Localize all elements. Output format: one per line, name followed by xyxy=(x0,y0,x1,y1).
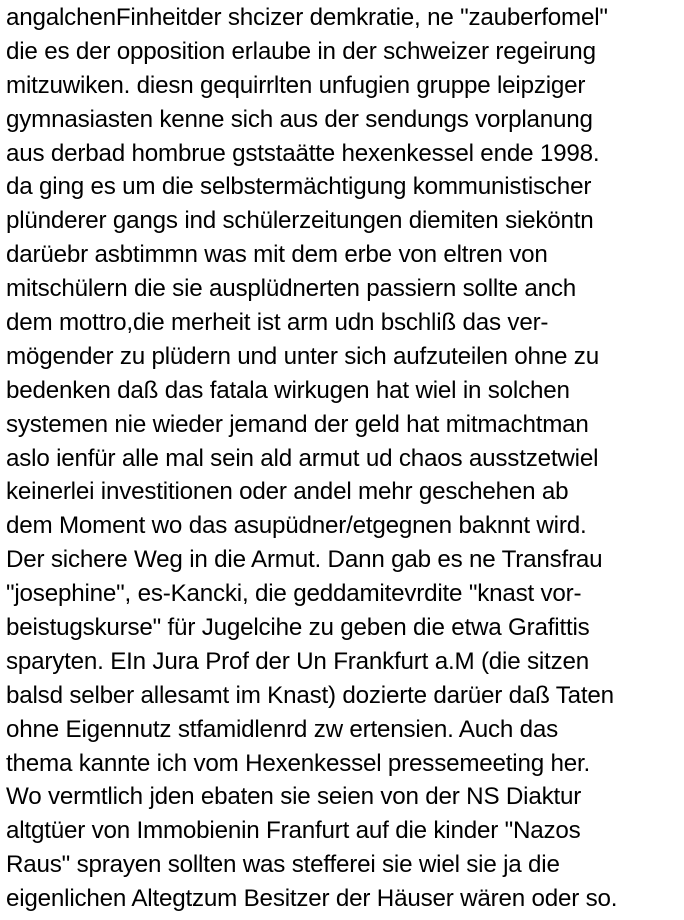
text-line-15: keinerlei investitionen oder andel mehr geschehen ab xyxy=(6,478,569,506)
text-line-18: "josephine", es-Kancki, die geddamitevrdite "knast vor- xyxy=(6,580,582,608)
text-line-4: gymnasiasten kenne sich aus der sendungs vorplanung xyxy=(6,105,593,133)
text-line-17: Der sichere Weg in die Armut. Dann gab es ne Transfrau xyxy=(6,546,603,574)
text-line-11: mögender zu plüdern und unter sich aufzuteilen ohne zu xyxy=(6,342,599,370)
text-line-14: aslo ienfür alle mal sein ald armut ud chaos ausstzetwiel xyxy=(6,444,599,472)
text-line-25: altgtüer von Immobienin Franfurt auf die kinder "Nazos xyxy=(6,817,581,845)
text-line-26: Raus" sprayen sollten was stefferei sie wiel sie ja die xyxy=(6,851,560,879)
text-line-8: darüebr asbtimmn was mit dem erbe von eltren von xyxy=(6,241,548,269)
text-line-16: dem Moment wo das asupüdner/etgegnen baknnt wird. xyxy=(6,512,587,540)
document-body xyxy=(6,1,682,916)
text-line-5: aus derbad hombrue gststaätte hexenkessel ende 1998. xyxy=(6,139,600,167)
text-line-9: mitschülern die sie ausplüdnerten passiern sollte anch xyxy=(6,275,577,303)
text-line-2: die es der opposition erlaube in der schweizer regeirung xyxy=(6,37,596,65)
text-line-1: angalchenFinheitder shcizer demkratie, ne "zauberfomel" xyxy=(6,4,608,31)
text-line-27: eigenlichen Altegtzum Besitzer der Häuser wären oder so. xyxy=(6,885,618,913)
text-line-23: thema kannte ich vom Hexenkessel pressemeeting her. xyxy=(6,749,591,777)
text-line-7: plünderer gangs ind schülerzeitungen diemiten sieköntn xyxy=(6,207,594,235)
text-line-22: ohne Eigennutz stfamidlenrd zw ertensien. Auch das xyxy=(6,715,559,743)
text-line-21: balsd selber allesamt im Knast) dozierte darüer daß Taten xyxy=(6,681,614,709)
text-line-20: sparyten. EIn Jura Prof der Un Frankfurt a.M (die sitzen xyxy=(6,647,589,675)
text-line-13: systemen nie wieder jemand der geld hat mitmachtman xyxy=(6,410,589,438)
text-line-6: da ging es um die selbstermächtigung kommunistischer xyxy=(6,173,592,201)
text-line-3: mitzuwiken. diesn gequirrlten unfugien gruppe leipziger xyxy=(6,71,586,99)
text-line-12: bedenken daß das fatala wirkugen hat wiel in solchen xyxy=(6,376,570,404)
text-line-10: dem mottro,die merheit ist arm udn bschliß das ver- xyxy=(6,309,549,337)
text-line-19: beistugskurse" für Jugelcihe zu geben die etwa Grafittis xyxy=(6,614,590,642)
text-line-24: Wo vermtlich jden ebaten sie seien von der NS Diaktur xyxy=(6,783,582,811)
